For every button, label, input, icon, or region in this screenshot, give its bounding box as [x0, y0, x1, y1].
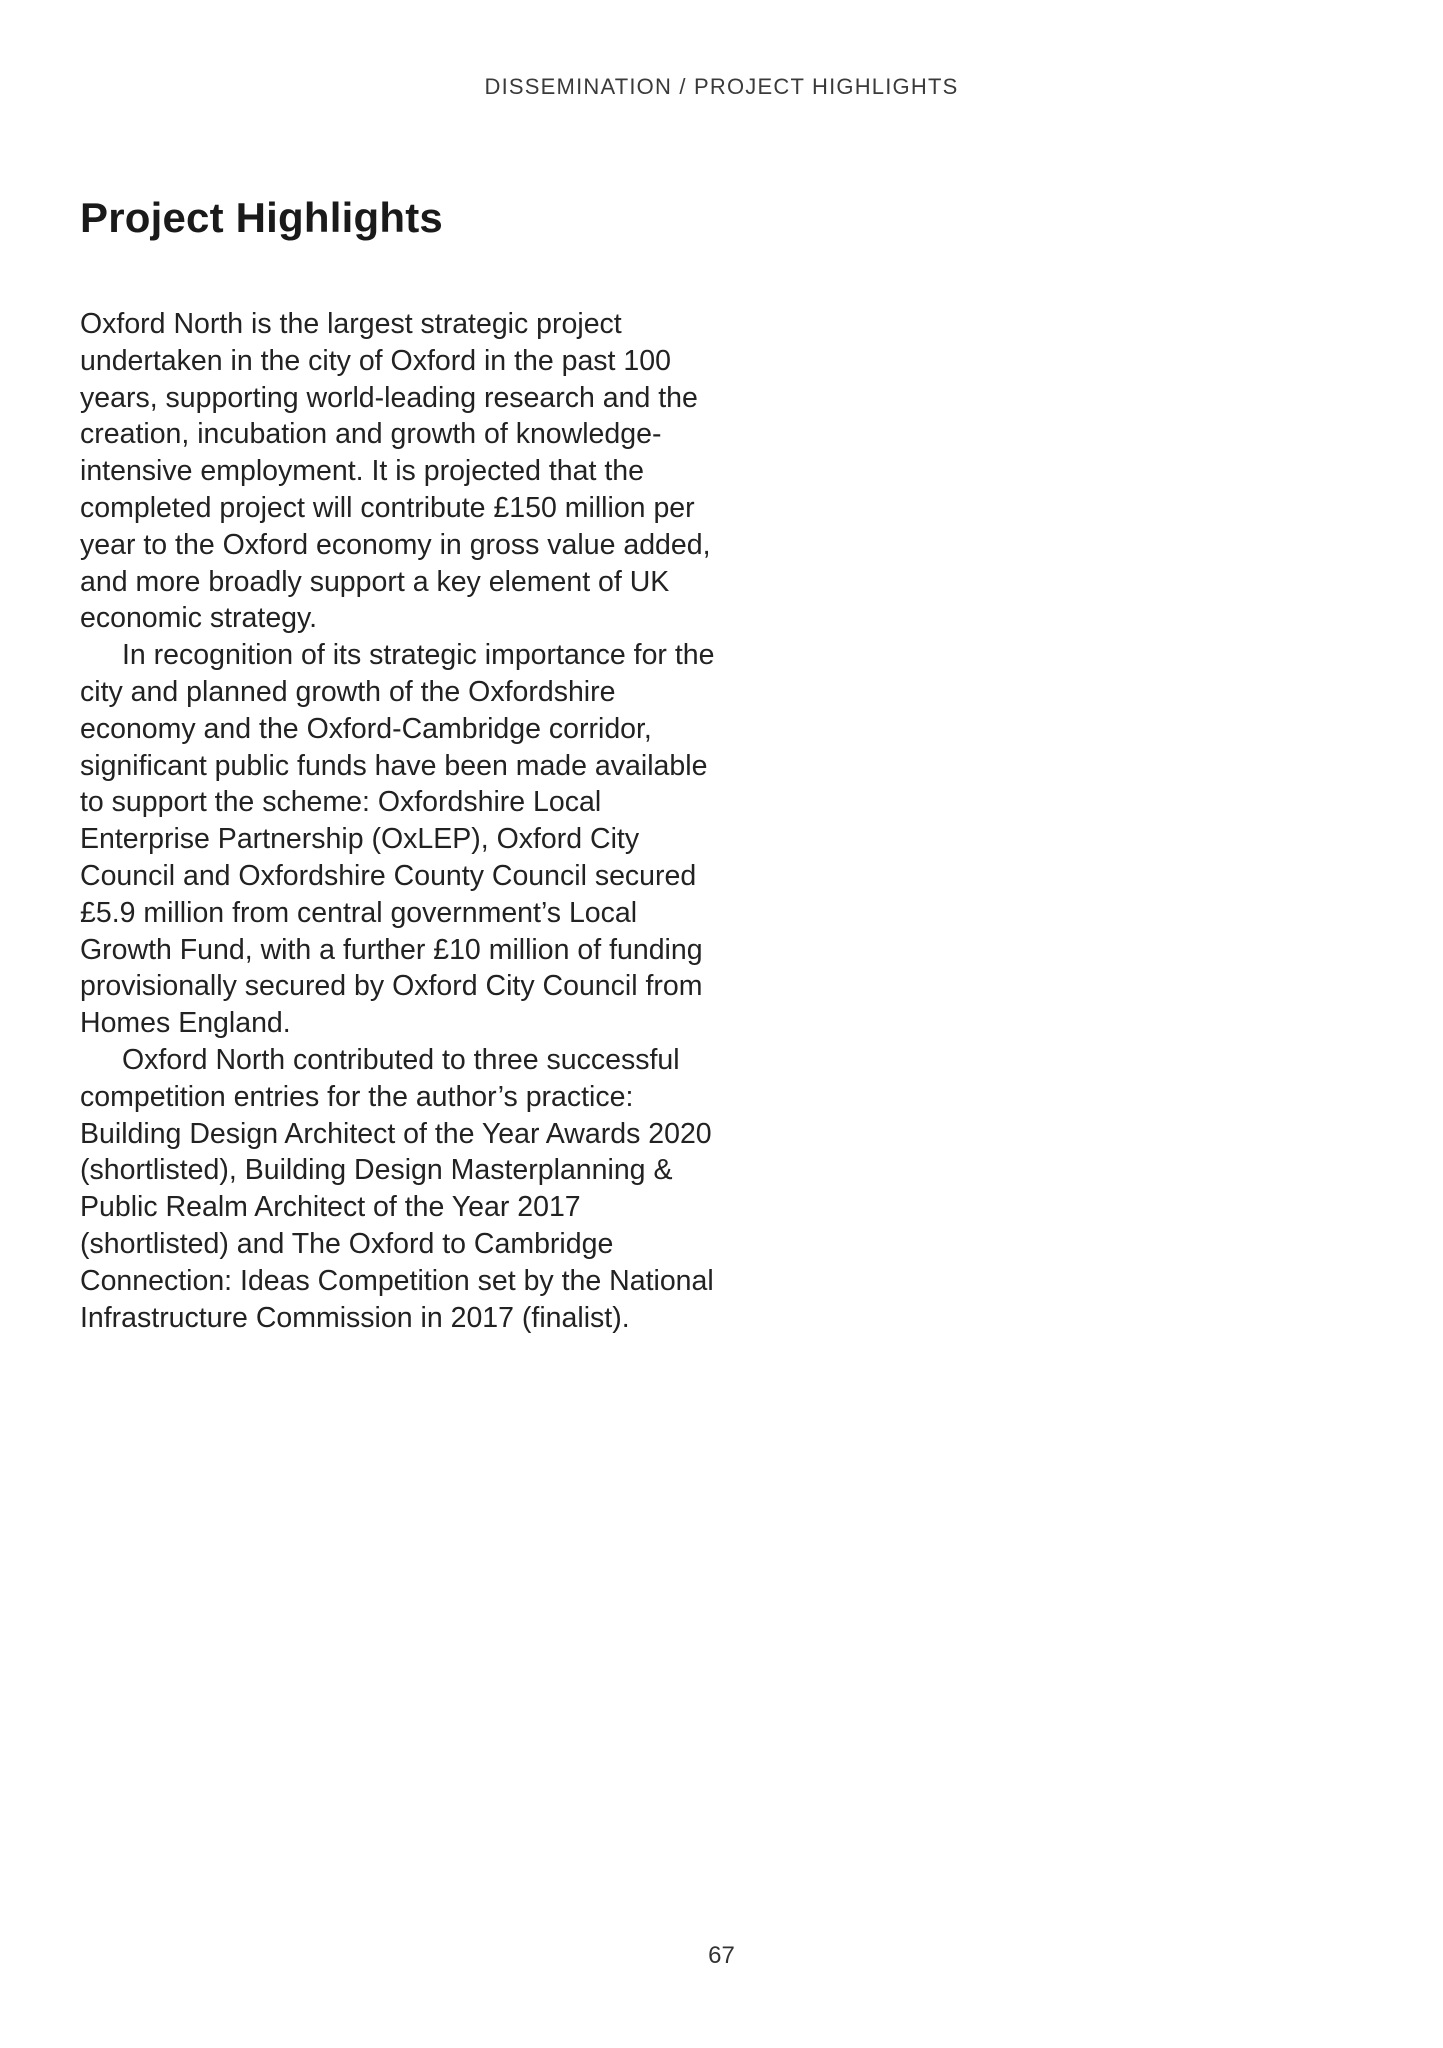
paragraph-intro: Oxford North is the largest strategic project undertaken in the city of Oxford in the past 100 years, supporting world-leading research and the creation, incubation and growth of knowledge-intensive employment. It is projected that the completed project will contribute £150 million per year to the Oxford economy in gross value added, and more broadly support a key element of UK economic strategy.	[80, 308, 711, 635]
body-text	[80, 306, 720, 1336]
paragraph-funding: In recognition of its strategic importance for the city and planned growth of the Oxfordshire economy and the Oxford-Cambridge corridor, significant public funds have been made available to support the scheme: Oxfordshire Local Enterprise Partnership (OxLEP), Oxford City Council and Oxfordshire County Council secured £5.9 million from central government’s Local Growth Fund, with a further £10 million of funding provisionally secured by Oxford City Council from Homes England.	[80, 639, 715, 1040]
page-title: Project Highlights	[80, 194, 443, 241]
paragraph-competitions: Oxford North contributed to three successful competition entries for the author’s practice: Building Design Architect of the Year Awards 2020 (shortlisted), Building Design Masterplanning & Public Realm Architect of the Year 2017 (shortlisted) and The Oxford to Cambridge Connection: Ideas Competition set by the National Infrastructure Commission in 2017 (finalist).	[80, 1043, 714, 1334]
page-number: 67	[708, 1942, 735, 1969]
running-header: DISSEMINATION / PROJECT HIGHLIGHTS	[484, 74, 959, 99]
